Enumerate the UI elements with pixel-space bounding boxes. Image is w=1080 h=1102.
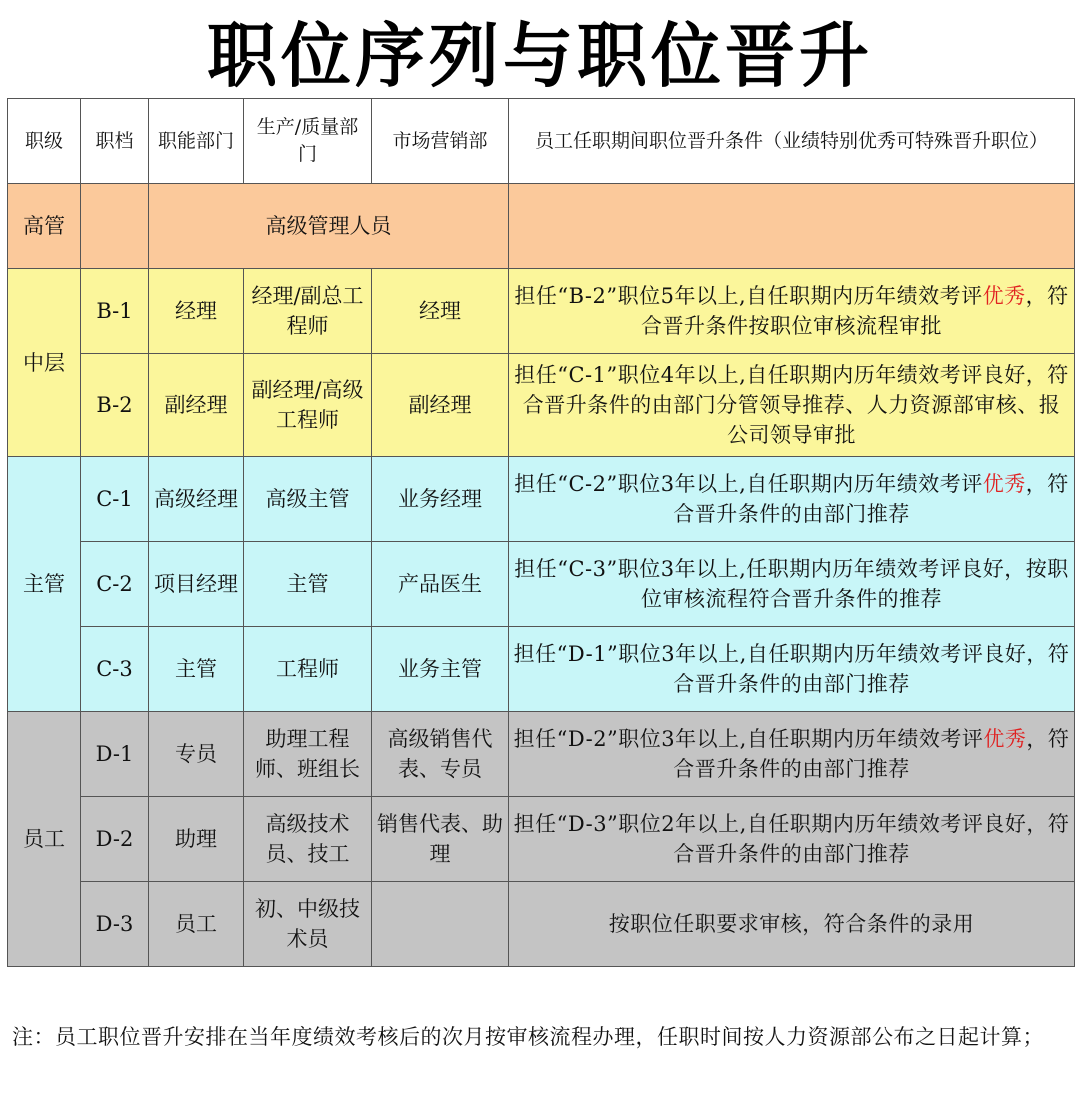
table-row <box>8 627 1075 712</box>
marketing-cell: 经理 <box>372 269 509 354</box>
functional-cell: 副经理 <box>149 354 244 457</box>
grade-cell: D-3 <box>81 882 149 967</box>
level-mid: 中层 <box>8 269 81 457</box>
highlight-text: 优秀 <box>983 727 1027 751</box>
table-row <box>8 457 1075 542</box>
functional-cell: 主管 <box>149 627 244 712</box>
table-row <box>8 354 1075 457</box>
level-staff: 员工 <box>8 712 81 967</box>
marketing-cell: 产品医生 <box>372 542 509 627</box>
header-condition: 员工任职期间职位晋升条件（业绩特别优秀可特殊晋升职位） <box>509 99 1075 184</box>
functional-cell: 项目经理 <box>149 542 244 627</box>
marketing-cell: 高级销售代表、专员 <box>372 712 509 797</box>
condition-cell: 按职位任职要求审核，符合条件的录用 <box>509 882 1075 967</box>
condition-cell: 担任“D-2”职位3年以上,自任职期内历年绩效考评优秀，符合晋升条件的由部门推荐 <box>509 712 1075 797</box>
marketing-cell <box>372 882 509 967</box>
table-row <box>8 542 1075 627</box>
production-cell: 主管 <box>244 542 372 627</box>
table-header-row <box>8 99 1075 184</box>
level-sup: 主管 <box>8 457 81 712</box>
table-row-exec <box>8 184 1075 269</box>
header-level: 职级 <box>8 99 81 184</box>
functional-cell: 专员 <box>149 712 244 797</box>
highlight-text: 优秀 <box>982 284 1026 308</box>
level-exec: 高管 <box>8 184 81 269</box>
marketing-cell: 业务经理 <box>372 457 509 542</box>
production-cell: 副经理/高级工程师 <box>244 354 372 457</box>
marketing-cell: 业务主管 <box>372 627 509 712</box>
header-marketing: 市场营销部 <box>372 99 509 184</box>
grade-exec <box>81 184 149 269</box>
production-cell: 经理/副总工程师 <box>244 269 372 354</box>
production-cell: 工程师 <box>244 627 372 712</box>
condition-cell: 担任“C-2”职位3年以上,自任职期内历年绩效考评优秀，符合晋升条件的由部门推荐 <box>509 457 1075 542</box>
table-row <box>8 269 1075 354</box>
marketing-cell: 副经理 <box>372 354 509 457</box>
grade-cell: B-2 <box>81 354 149 457</box>
page-title: 职位序列与职位晋升 <box>207 15 873 97</box>
production-cell: 助理工程师、班组长 <box>244 712 372 797</box>
condition-cell: 担任“B-2”职位5年以上,自任职期内历年绩效考评优秀，符合晋升条件按职位审核流程审批 <box>509 269 1075 354</box>
grade-cell: C-3 <box>81 627 149 712</box>
grade-cell: D-2 <box>81 797 149 882</box>
functional-cell: 高级经理 <box>149 457 244 542</box>
header-production: 生产/质量部门 <box>244 99 372 184</box>
functional-cell: 经理 <box>149 269 244 354</box>
condition-cell: 担任“C-3”职位3年以上,任职期内历年绩效考评良好，按职位审核流程符合晋升条件的推荐 <box>509 542 1075 627</box>
grade-cell: C-2 <box>81 542 149 627</box>
production-cell: 高级技术员、技工 <box>244 797 372 882</box>
condition-cell: 担任“C-1”职位4年以上,自任职期内历年绩效考评良好，符合晋升条件的由部门分管领导推荐、人力资源部审核、报公司领导审批 <box>509 354 1075 457</box>
grade-cell: C-1 <box>81 457 149 542</box>
exec-title: 高级管理人员 <box>149 184 509 269</box>
grade-cell: D-1 <box>81 712 149 797</box>
footnote: 注：员工职位晋升安排在当年度绩效考核后的次月按审核流程办理，任职时间按人力资源部公布之日起计算； <box>12 1025 1044 1049</box>
functional-cell: 员工 <box>149 882 244 967</box>
promotion-table <box>7 98 1075 967</box>
header-grade: 职档 <box>81 99 149 184</box>
production-cell: 初、中级技术员 <box>244 882 372 967</box>
functional-cell: 助理 <box>149 797 244 882</box>
table-row <box>8 712 1075 797</box>
table-row <box>8 882 1075 967</box>
marketing-cell: 销售代表、助理 <box>372 797 509 882</box>
condition-cell: 担任“D-3”职位2年以上,自任职期内历年绩效考评良好，符合晋升条件的由部门推荐 <box>509 797 1075 882</box>
condition-cell: 担任“D-1”职位3年以上,自任职期内历年绩效考评良好，符合晋升条件的由部门推荐 <box>509 627 1075 712</box>
highlight-text: 优秀 <box>982 472 1026 496</box>
production-cell: 高级主管 <box>244 457 372 542</box>
cond-exec <box>509 184 1075 269</box>
header-functional: 职能部门 <box>149 99 244 184</box>
grade-cell: B-1 <box>81 269 149 354</box>
table-row <box>8 797 1075 882</box>
